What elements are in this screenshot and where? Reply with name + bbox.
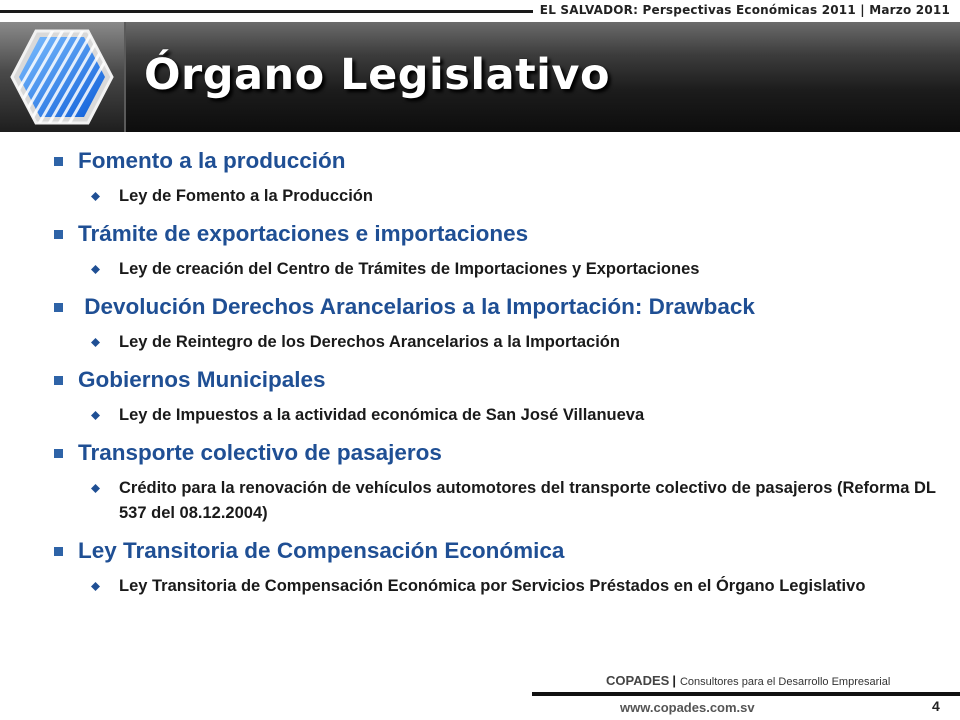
square-bullet-icon bbox=[54, 230, 63, 239]
diamond-bullet-icon bbox=[91, 582, 100, 591]
slide-title: Órgano Legislativo bbox=[144, 50, 610, 100]
section-item-text: Ley de Impuestos a la actividad económica de San José Villanueva bbox=[119, 406, 645, 424]
section-item-text: Ley de Reintegro de los Derechos Arancelarios a la Importación bbox=[119, 333, 620, 351]
diamond-bullet-icon bbox=[91, 338, 100, 347]
section-heading bbox=[48, 221, 953, 247]
logo-panel bbox=[0, 22, 126, 132]
square-bullet-icon bbox=[54, 376, 63, 385]
section-heading-text: Fomento a la producción bbox=[78, 148, 346, 173]
square-bullet-icon bbox=[54, 547, 63, 556]
section-item bbox=[48, 257, 953, 282]
section-item bbox=[48, 330, 953, 355]
diamond-bullet-icon bbox=[91, 411, 100, 420]
brand-name: COPADES bbox=[606, 673, 670, 688]
section-item-text: Crédito para la renovación de vehículos automotores del transporte colectivo de pasajeros (Reforma DL 537 del 08.12.2004) bbox=[119, 479, 936, 522]
section-heading bbox=[48, 148, 953, 174]
content-list bbox=[48, 148, 953, 599]
section-item bbox=[48, 403, 953, 428]
section-item bbox=[48, 476, 953, 526]
section-heading-text: Trámite de exportaciones e importaciones bbox=[78, 221, 529, 246]
footer-rule bbox=[532, 692, 960, 696]
title-banner bbox=[0, 22, 960, 132]
top-bar bbox=[0, 0, 960, 22]
section-heading-text: Ley Transitoria de Compensación Económica bbox=[78, 538, 565, 563]
top-rule bbox=[0, 10, 533, 13]
section-heading bbox=[48, 440, 953, 466]
section-item bbox=[48, 574, 953, 599]
footer-url: www.copades.com.sv bbox=[620, 700, 755, 715]
square-bullet-icon bbox=[54, 449, 63, 458]
diamond-bullet-icon bbox=[91, 484, 100, 493]
diamond-bullet-icon bbox=[91, 265, 100, 274]
section-heading bbox=[48, 294, 953, 320]
section-item-text: Ley de creación del Centro de Trámites de Importaciones y Exportaciones bbox=[119, 260, 700, 278]
section-heading-text: Transporte colectivo de pasajeros bbox=[78, 440, 442, 465]
section-heading bbox=[48, 538, 953, 564]
section-heading-text: Devolución Derechos Arancelarios a la Importación: Drawback bbox=[78, 294, 755, 319]
presentation-caption: EL SALVADOR: Perspectivas Económicas 2011 | Marzo 2011 bbox=[539, 3, 950, 17]
square-bullet-icon bbox=[54, 157, 63, 166]
footer-brand bbox=[606, 673, 890, 688]
brand-tagline: Consultores para el Desarrollo Empresarial bbox=[679, 676, 891, 688]
hexagon-logo-icon bbox=[6, 25, 118, 129]
diamond-bullet-icon bbox=[91, 192, 100, 201]
section-heading-text: Gobiernos Municipales bbox=[78, 367, 326, 392]
page-number: 4 bbox=[932, 698, 940, 714]
square-bullet-icon bbox=[54, 303, 63, 312]
section-heading bbox=[48, 367, 953, 393]
brand-separator: | bbox=[672, 673, 676, 688]
section-item-text: Ley de Fomento a la Producción bbox=[119, 187, 373, 205]
section-item bbox=[48, 184, 953, 209]
section-item-text: Ley Transitoria de Compensación Económica por Servicios Préstados en el Órgano Legislativo bbox=[119, 577, 866, 595]
